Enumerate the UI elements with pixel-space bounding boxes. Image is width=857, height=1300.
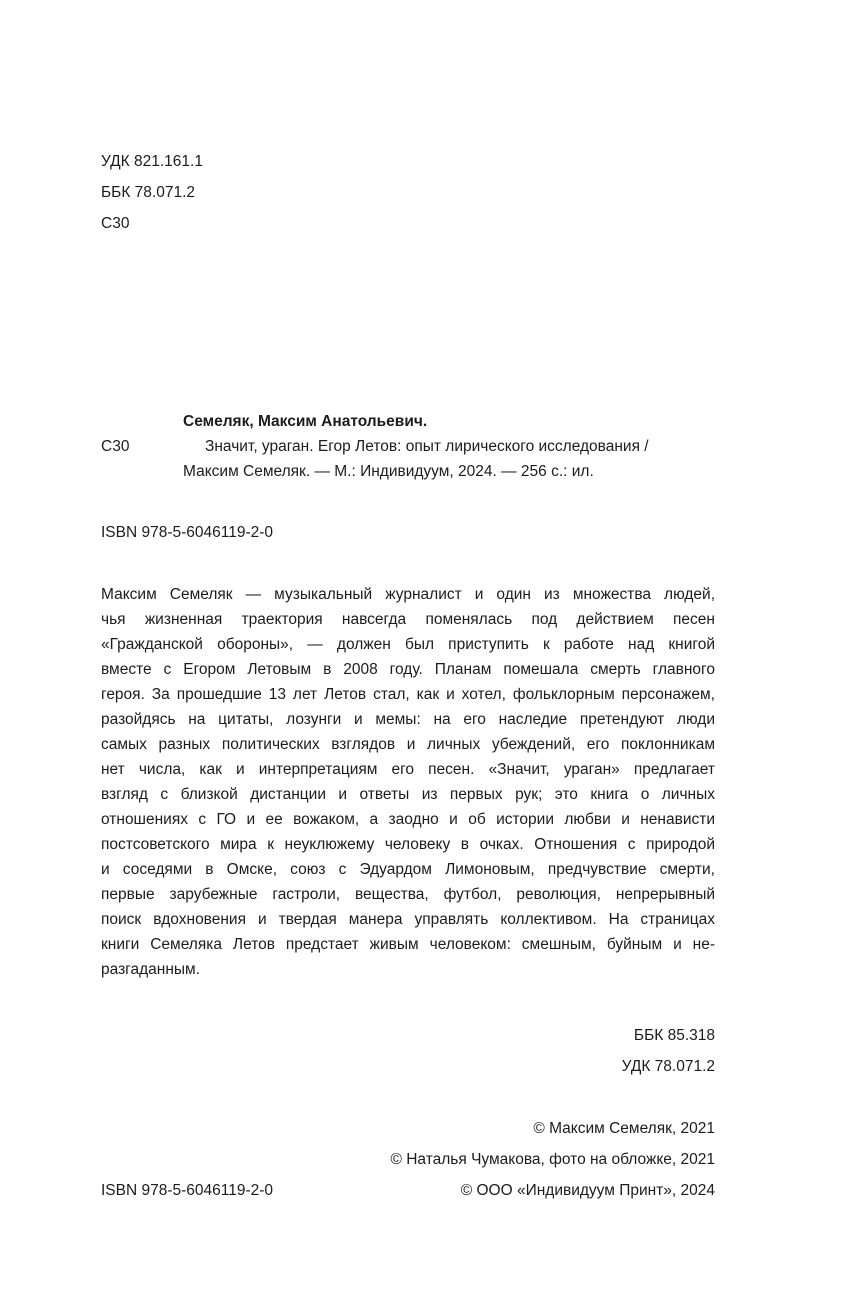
annotation-line: чья жизненная траектория навсегда поменялась под действием песен bbox=[101, 611, 715, 628]
copyright-photo: © Наталья Чумакова, фото на обложке, 2021 bbox=[390, 1151, 715, 1168]
annotation-line: постсоветского мира к неуклюжему человеку в очках. Отношения с природой bbox=[101, 836, 715, 853]
record-title-line-1: Значит, ураган. Егор Летов: опыт лирического исследования / bbox=[205, 438, 649, 455]
annotation-line: самых разных политических взглядов и личных убеждений, его поклонникам bbox=[101, 736, 715, 753]
annotation-line: Максим Семеляк — музыкальный журналист и один из множества людей, bbox=[101, 586, 715, 603]
record-title-line-2: Максим Семеляк. — М.: Индивидуум, 2024. — 256 с.: ил. bbox=[183, 463, 594, 480]
annotation-line: вместе с Егором Летовым в 2008 году. Планам помешала смерть главного bbox=[101, 661, 715, 678]
bbk-code: ББК 78.071.2 bbox=[101, 184, 196, 201]
annotation-line: поиск вдохновения и твердая манера управлять коллективом. На страницах bbox=[101, 911, 715, 928]
bbk-classification: ББК 85.318 bbox=[633, 1027, 715, 1044]
isbn-bottom: ISBN 978-5-6046119-2-0 bbox=[101, 1182, 274, 1199]
record-isbn: ISBN 978-5-6046119-2-0 bbox=[101, 524, 274, 541]
record-author: Семеляк, Максим Анатольевич. bbox=[183, 413, 428, 430]
annotation-line: разойдясь на цитаты, лозунги и мемы: на его наследие претендуют люди bbox=[101, 711, 715, 728]
annotation-line: «Гражданской обороны», — должен был приступить к работе над книгой bbox=[101, 636, 715, 653]
catalog-codes bbox=[101, 146, 203, 239]
annotation-line: взгляд с близкой дистанции и ответы из первых рук; это книга о личных bbox=[101, 786, 715, 803]
copyright-author: © Максим Семеляк, 2021 bbox=[533, 1120, 715, 1137]
author-sign: С30 bbox=[101, 215, 130, 232]
annotation-line: отношениях с ГО и ее вожаком, а заодно и об истории любви и ненависти bbox=[101, 811, 715, 828]
copyright-block bbox=[391, 1113, 716, 1206]
annotation-line: нет числа, как и интерпретациям его песен. «Значит, ураган» предлагает bbox=[101, 761, 715, 778]
record-author-sign: С30 bbox=[101, 438, 130, 455]
annotation-line: героя. За прошедшие 13 лет Летов стал, как и хотел, фольклорным персонажем, bbox=[101, 686, 715, 703]
annotation bbox=[101, 582, 715, 982]
udk-classification: УДК 78.071.2 bbox=[621, 1058, 715, 1075]
annotation-line: разгаданным. bbox=[101, 961, 200, 978]
annotation-line: первые зарубежные гастроли, вещества, футбол, революция, непрерывный bbox=[101, 886, 715, 903]
copyright-publisher: © ООО «Индивидуум Принт», 2024 bbox=[460, 1182, 715, 1199]
annotation-line: и соседями в Омске, союз с Эдуардом Лимоновым, предчувствие смерти, bbox=[101, 861, 715, 878]
udk-code: УДК 821.161.1 bbox=[101, 153, 203, 170]
annotation-line: книги Семеляка Летов предстает живым человеком: смешным, буйным и не- bbox=[101, 936, 715, 953]
classification-codes bbox=[622, 1020, 715, 1082]
